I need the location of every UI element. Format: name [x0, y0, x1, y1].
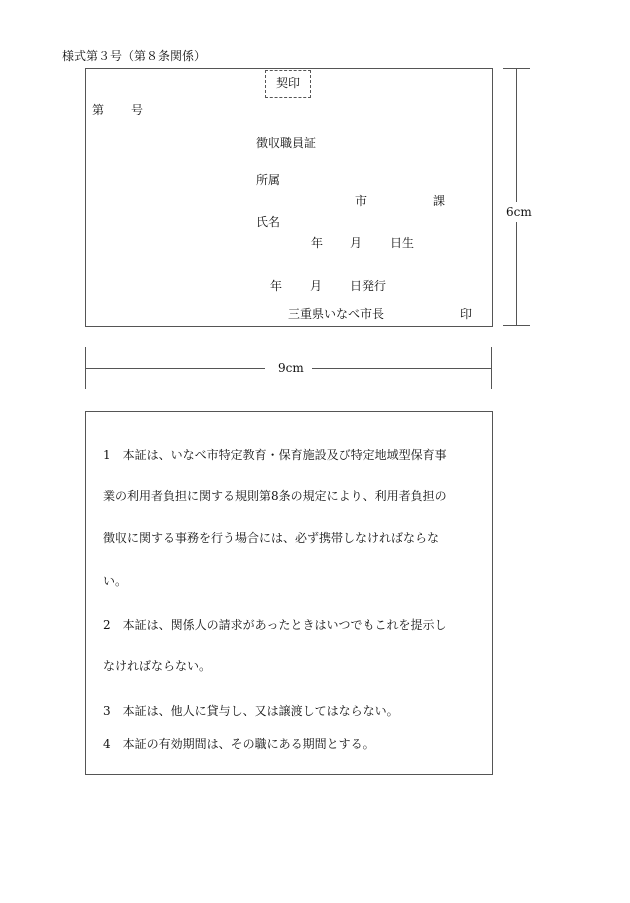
dob-year: 年: [311, 236, 324, 250]
card-title: 徴収職員証: [256, 136, 317, 150]
number-prefix: 第: [92, 103, 105, 117]
name-label: 氏名: [256, 215, 281, 229]
note-line: 徴収に関する事務を行う場合には、必ず携帯しなければならな: [103, 531, 440, 545]
issuer-name: 三重県いなべ市長: [288, 307, 385, 321]
stamp-label: 契印: [276, 76, 301, 90]
city-label: 市: [355, 194, 368, 208]
note-line: 2 本証は、関係人の請求があったときはいつでもこれを提示し: [103, 618, 447, 632]
width-dim-line-left: [85, 368, 265, 369]
height-dim-label: 6cm: [506, 205, 532, 219]
issue-month: 月: [310, 279, 323, 293]
height-dim-line-lower: [516, 222, 517, 325]
affiliation-label: 所属: [256, 173, 281, 187]
form-label: 様式第３号（第８条関係）: [62, 49, 207, 63]
width-dim-right-tick: [491, 347, 492, 389]
note-line: 4 本証の有効期間は、その職にある期間とする。: [103, 737, 375, 751]
height-dim-bottom-tick: [503, 325, 530, 326]
id-card-back: [85, 411, 493, 775]
height-dim-line-upper: [516, 68, 517, 202]
issue-year: 年: [270, 279, 283, 293]
issuer-seal: 印: [460, 307, 473, 321]
width-dim-label: 9cm: [278, 361, 304, 375]
note-line: 1 本証は、いなべ市特定教育・保育施設及び特定地域型保育事: [103, 448, 447, 462]
note-line: なければならない。: [103, 659, 212, 673]
section-label: 課: [433, 194, 446, 208]
dob-day: 日生: [390, 236, 415, 250]
dob-month: 月: [350, 236, 363, 250]
issue-day: 日発行: [350, 279, 387, 293]
width-dim-line-right: [312, 368, 491, 369]
id-card-front: [85, 68, 493, 327]
note-line: い。: [103, 574, 128, 588]
note-line: 3 本証は、他人に貸与し、又は譲渡してはならない。: [103, 704, 399, 718]
number-suffix: 号: [131, 103, 144, 117]
note-line: 業の利用者負担に関する規則第8条の規定により、利用者負担の: [103, 489, 447, 503]
